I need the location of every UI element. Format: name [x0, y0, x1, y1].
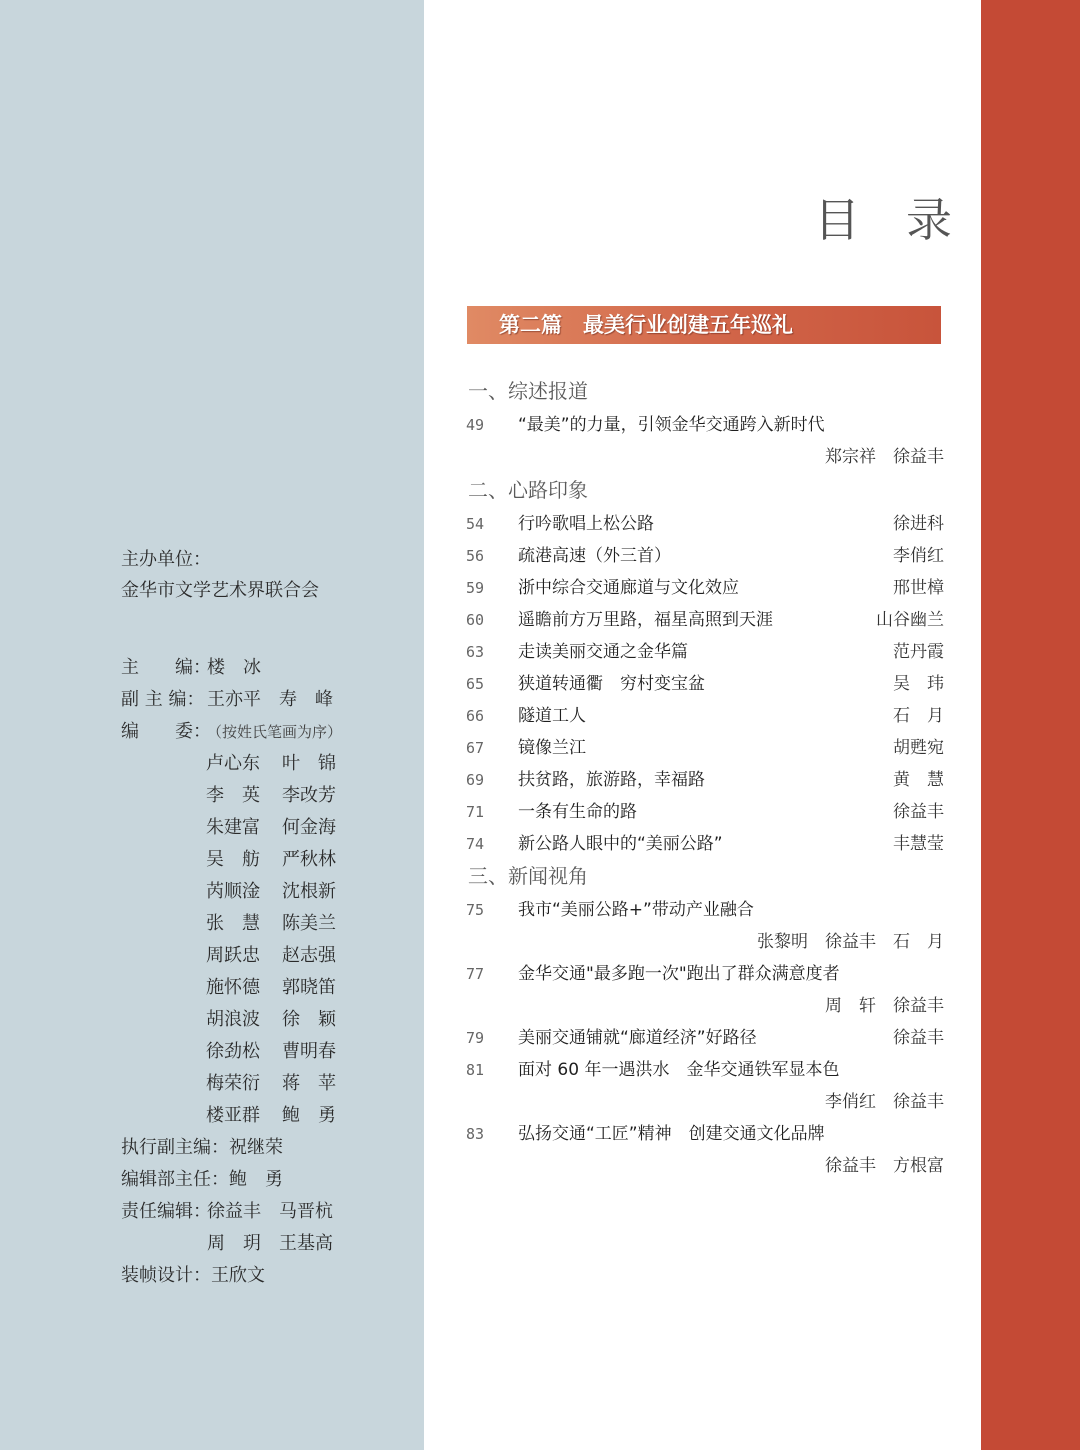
- entry-title: 镜像兰江: [518, 738, 586, 758]
- toc-entry[interactable]: [466, 895, 944, 925]
- committee-member: 吴 舫: [206, 849, 260, 870]
- page-number: 65: [466, 675, 485, 693]
- page-number: 49: [466, 416, 485, 434]
- editor-name: 楼 冰: [207, 657, 261, 678]
- committee-member: 沈根新: [282, 881, 336, 902]
- toc-entry[interactable]: [466, 637, 944, 667]
- committee-member: 芮顺淦: [206, 881, 260, 902]
- page-number: 71: [466, 803, 485, 821]
- exec-deputy-label: 执行副主编：: [121, 1137, 229, 1158]
- entry-author: 徐益丰: [893, 802, 944, 822]
- page-number: 83: [466, 1125, 485, 1143]
- entry-title: 面对 60 年一遇洪水 金华交通铁军显本色: [518, 1060, 840, 1080]
- toc-entry[interactable]: [466, 1023, 944, 1053]
- exec-deputy-name: 祝继荣: [229, 1137, 283, 1158]
- committee-member: 李 英: [206, 785, 260, 806]
- toc-entry[interactable]: [466, 1119, 944, 1149]
- page-number: 81: [466, 1061, 485, 1079]
- committee-member: 陈美兰: [282, 913, 336, 934]
- entry-title: 行吟歌唱上松公路: [518, 514, 654, 534]
- page-number: 60: [466, 611, 485, 629]
- entry-title: 浙中综合交通廊道与文化效应: [518, 578, 739, 598]
- committee-member: 叶 锦: [282, 753, 336, 774]
- section-heading: 二、心路印象: [468, 478, 588, 502]
- toc-entry[interactable]: [466, 605, 944, 635]
- committee-label: 编 委：: [121, 721, 211, 742]
- part-banner: [467, 306, 941, 344]
- committee-member: 郭晓笛: [282, 977, 336, 998]
- page-title: 目 录: [814, 193, 952, 247]
- committee-member: 蒋 苹: [282, 1073, 336, 1094]
- page-number: 79: [466, 1029, 485, 1047]
- committee-member: 曹明春: [282, 1041, 336, 1062]
- entry-author: 胡甦宛: [893, 738, 944, 758]
- entry-author: 山谷幽兰: [876, 610, 944, 630]
- entry-title: 一条有生命的路: [518, 802, 637, 822]
- office-director-name: 鲍 勇: [229, 1169, 283, 1190]
- entry-authors: 周 轩 徐益丰: [825, 996, 944, 1016]
- toc-entry[interactable]: [466, 1055, 944, 1085]
- entry-title: 隧道工人: [518, 706, 586, 726]
- committee-member: 严秋林: [282, 849, 336, 870]
- page-number: 63: [466, 643, 485, 661]
- sponsor-name: 金华市文学艺术界联合会: [121, 580, 319, 601]
- committee-note: （按姓氏笔画为序）: [207, 723, 343, 741]
- committee-member: 李改芳: [282, 785, 336, 806]
- entry-title: 疏港高速（外三首）: [518, 546, 671, 566]
- entry-author: 石 月: [893, 706, 944, 726]
- entry-title: 新公路人眼中的“美丽公路”: [518, 834, 723, 854]
- entry-title: 遥瞻前方万里路，福星高照到天涯: [518, 610, 773, 630]
- entry-author: 徐进科: [893, 514, 944, 534]
- entry-author: 丰慧莹: [893, 834, 944, 854]
- page-number: 67: [466, 739, 485, 757]
- committee-member: 施怀德: [206, 977, 260, 998]
- entry-author: 黄 慧: [893, 770, 944, 790]
- page-number: 56: [466, 547, 485, 565]
- entry-title: 狭道转通衢 穷村变宝盆: [518, 674, 705, 694]
- committee-member: 何金海: [282, 817, 336, 838]
- entry-author: 邢世樟: [893, 578, 944, 598]
- toc-entry[interactable]: [466, 541, 944, 571]
- entry-author: 徐益丰: [893, 1028, 944, 1048]
- design-label: 装帧设计：: [121, 1265, 211, 1286]
- section-heading: 一、综述报道: [468, 379, 588, 403]
- toc-entry[interactable]: [466, 669, 944, 699]
- toc-entry[interactable]: [466, 573, 944, 603]
- toc-entry[interactable]: [466, 509, 944, 539]
- committee-member: 赵志强: [282, 945, 336, 966]
- entry-authors: 郑宗祥 徐益丰: [825, 447, 944, 467]
- decorative-stripe: [981, 0, 1080, 1450]
- entry-title: 我市“美丽公路+”带动产业融合: [518, 900, 754, 920]
- committee-member: 楼亚群: [206, 1105, 260, 1126]
- entry-title: “最美”的力量，引领金华交通跨入新时代: [518, 415, 825, 435]
- office-director-label: 编辑部主任：: [121, 1169, 229, 1190]
- entry-author: 李俏红: [893, 546, 944, 566]
- toc-entry[interactable]: [466, 959, 944, 989]
- designer-name: 王欣文: [211, 1265, 265, 1286]
- exec-deputy-row: [121, 1134, 283, 1162]
- designer-row: [121, 1262, 265, 1290]
- committee-member: 鲍 勇: [282, 1105, 336, 1126]
- resp-editor-names: 周 玥 王基高: [207, 1233, 333, 1254]
- toc-entry[interactable]: [466, 701, 944, 731]
- office-director-row: [121, 1166, 283, 1194]
- entry-title: 金华交通"最多跑一次"跑出了群众满意度者: [518, 964, 840, 984]
- page-number: 74: [466, 835, 485, 853]
- deputy-editor-label: 副 主 编：: [121, 689, 205, 710]
- editor-label: 主 编：: [121, 657, 211, 678]
- committee-member: 徐劲松: [206, 1041, 260, 1062]
- entry-title: 走读美丽交通之金华篇: [518, 642, 688, 662]
- resp-editor-names: 徐益丰 马晋杭: [207, 1201, 333, 1222]
- page-number: 66: [466, 707, 485, 725]
- page-number: 54: [466, 515, 485, 533]
- page-number: 77: [466, 965, 485, 983]
- committee-member: 徐 颖: [282, 1009, 336, 1030]
- page-number: 69: [466, 771, 485, 789]
- committee-member: 周跃忠: [206, 945, 260, 966]
- toc-entry[interactable]: [466, 829, 944, 859]
- committee-member: 张 慧: [206, 913, 260, 934]
- sponsor-label: 主办单位：: [121, 549, 211, 570]
- toc-entry[interactable]: [466, 765, 944, 795]
- entry-author: 吴 玮: [893, 674, 944, 694]
- entry-title: 弘扬交通“工匠”精神 创建交通文化品牌: [518, 1124, 825, 1144]
- part-title: 第二篇 最美行业创建五年巡礼: [499, 313, 793, 337]
- section-heading: 三、新闻视角: [468, 864, 588, 888]
- committee-member: 卢心东: [206, 753, 260, 774]
- resp-editor-label: 责任编辑：: [121, 1201, 211, 1222]
- toc-entry[interactable]: [466, 733, 944, 763]
- entry-authors: 张黎明 徐益丰 石 月: [757, 932, 944, 952]
- committee-member: 胡浪波: [206, 1009, 260, 1030]
- deputy-editor-names: 王亦平 寿 峰: [207, 689, 333, 710]
- page-number: 75: [466, 901, 485, 919]
- page-number: 59: [466, 579, 485, 597]
- committee-member: 朱建富: [206, 817, 260, 838]
- toc-entry[interactable]: [466, 410, 944, 440]
- committee-member: 梅荣衍: [206, 1073, 260, 1094]
- entry-author: 范丹霞: [893, 642, 944, 662]
- entry-authors: 徐益丰 方根富: [825, 1156, 944, 1176]
- entry-authors: 李俏红 徐益丰: [825, 1092, 944, 1112]
- entry-title: 扶贫路，旅游路，幸福路: [518, 770, 705, 790]
- toc-entry[interactable]: [466, 797, 944, 827]
- entry-title: 美丽交通铺就“廊道经济”好路径: [518, 1028, 757, 1048]
